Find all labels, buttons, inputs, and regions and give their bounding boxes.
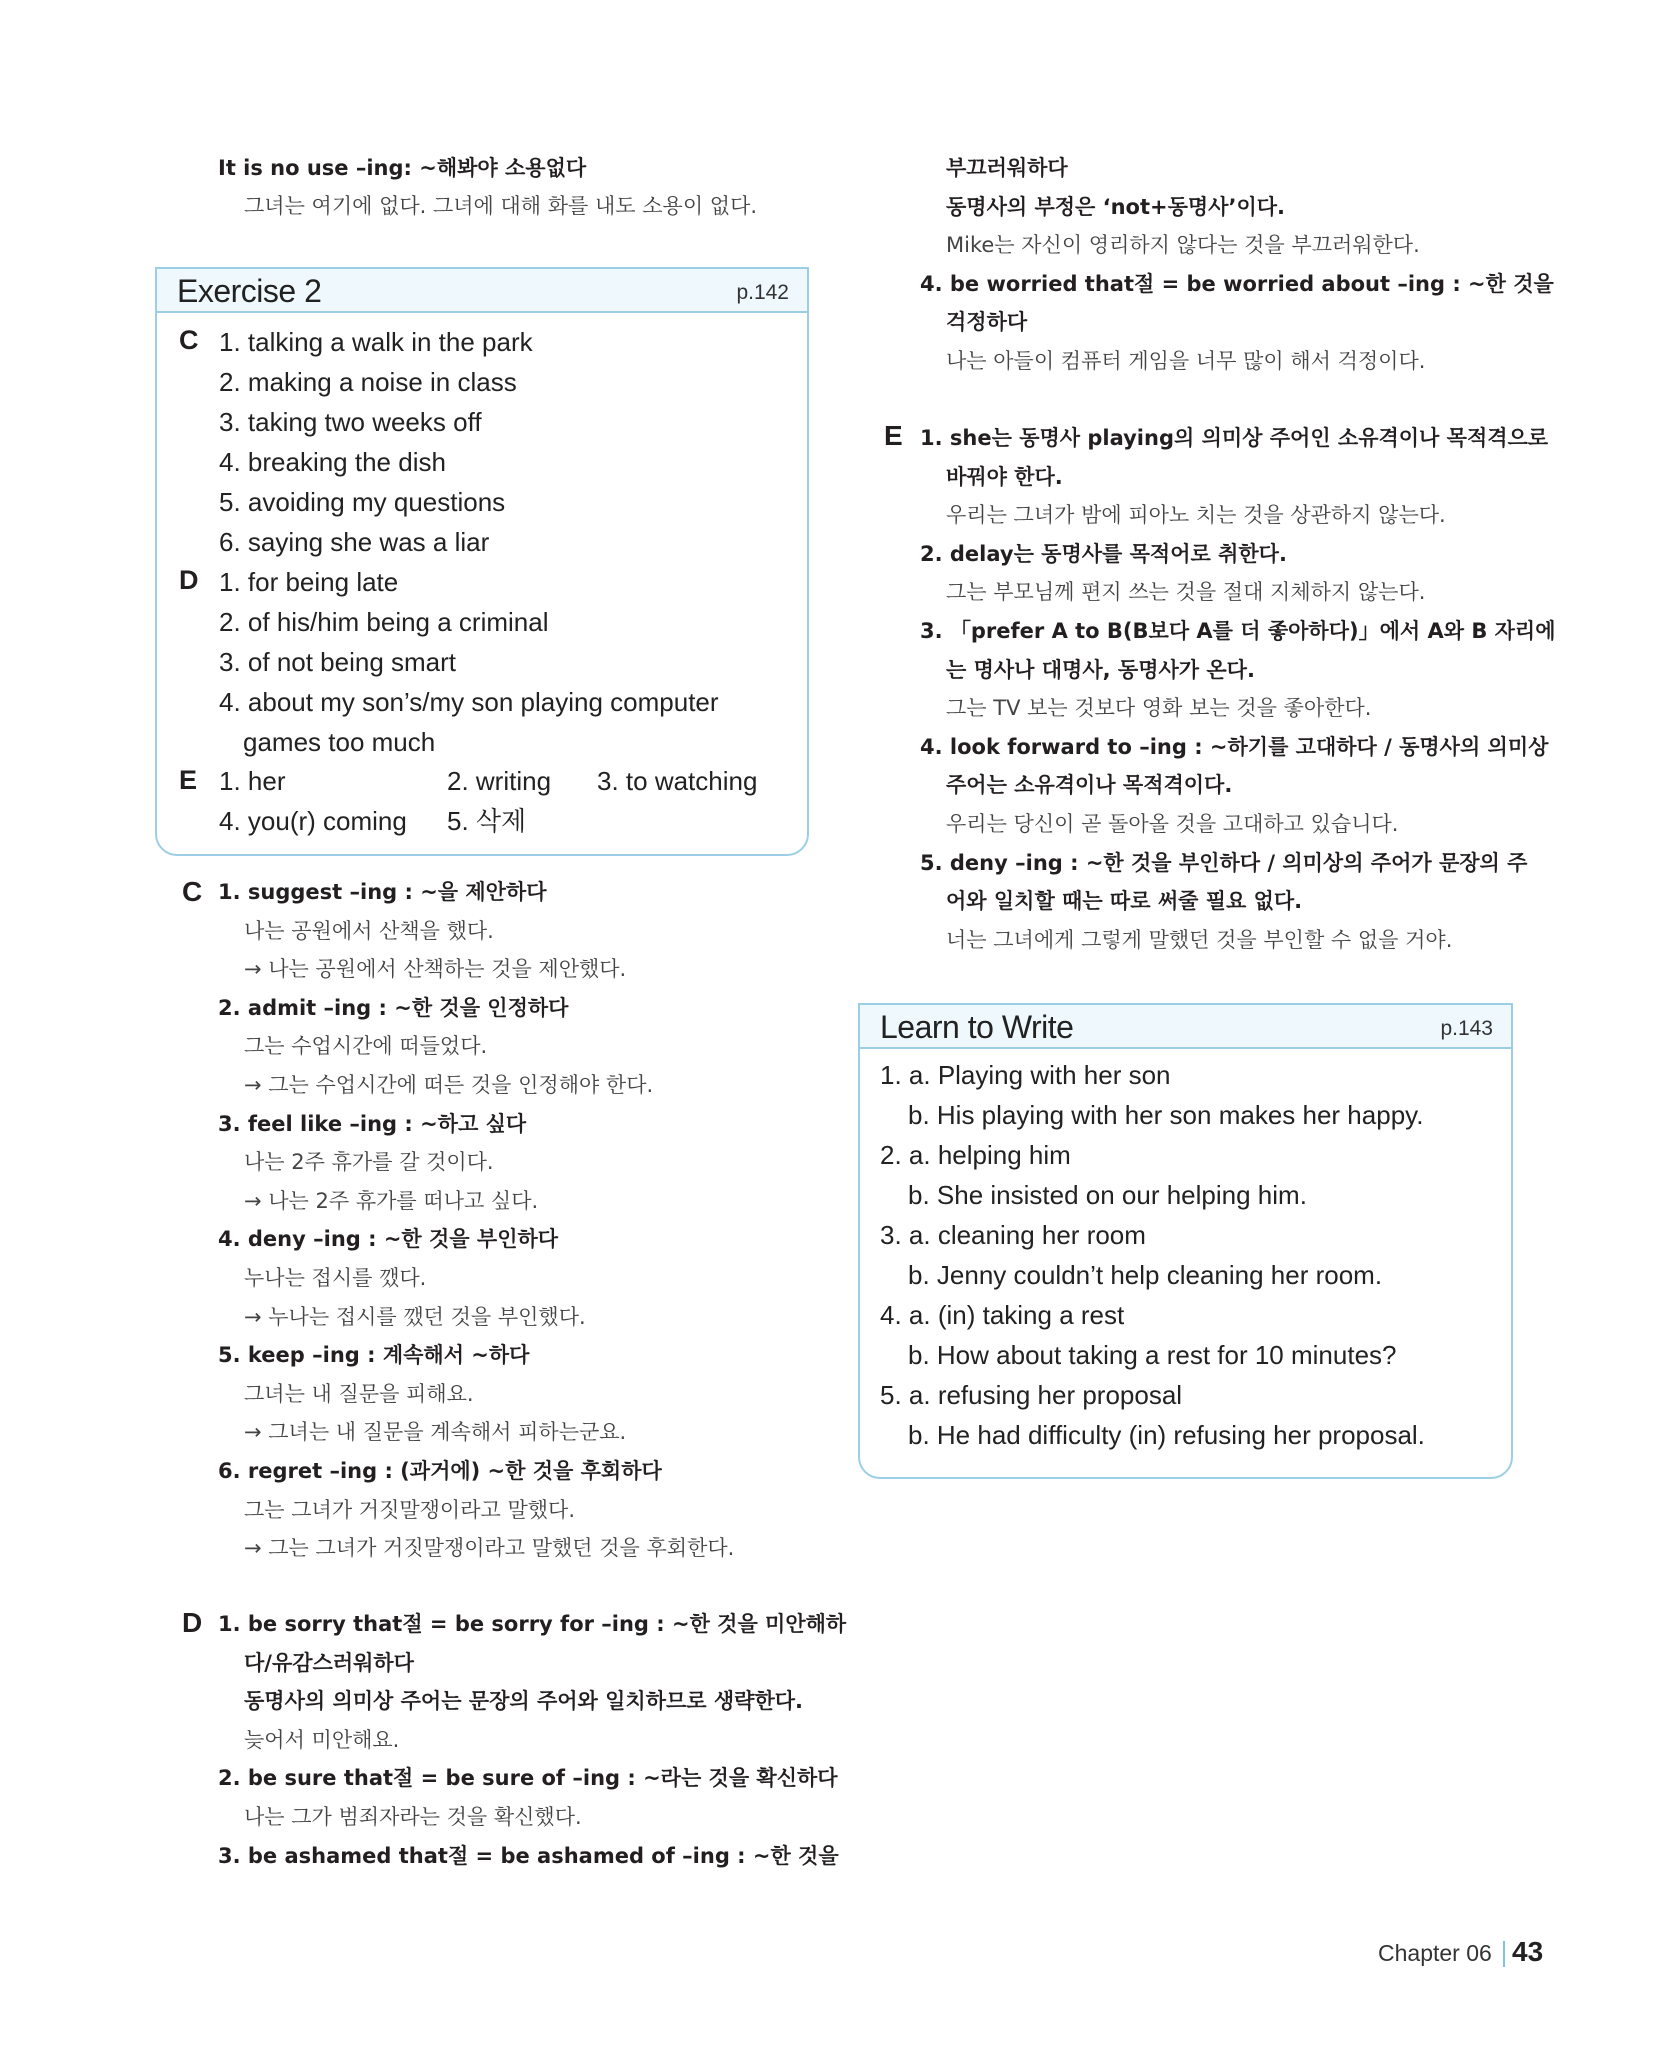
section-c-line: 1. suggest –ing : ~을 제안하다 (218, 880, 547, 904)
section-c-line: 그녀는 내 질문을 피해요. (244, 1381, 474, 1406)
learn-to-write-item: b. How about taking a rest for 10 minutes? (908, 1340, 1397, 1370)
rule-8-example: 그녀는 여기에 없다. 그녀에 대해 화를 내도 소용이 없다. (244, 194, 758, 218)
exercise2-c-item: 1. talking a walk in the park (219, 327, 533, 357)
right-top-line: Mike는 자신이 영리하지 않다는 것을 부끄러워한다. (946, 233, 1420, 258)
exercise2-title-bar (157, 269, 807, 313)
section-d-line: 3. be ashamed that절 = be ashamed of –ing : ~한 것을 (218, 1843, 839, 1868)
exercise2-page-ref: p.142 (736, 281, 789, 304)
section-e-line: 2. delay는 동명사를 목적어로 취한다. (920, 541, 1287, 566)
section-d-line: 동명사의 의미상 주어는 문장의 주어와 일치하므로 생략한다. (244, 1689, 803, 1714)
section-c-line: 나는 2주 휴가를 갈 것이다. (244, 1150, 494, 1175)
right-top-line: 동명사의 부정은 ‘not+동명사’이다. (946, 194, 1285, 219)
exercise2-c-item: 4. breaking the dish (219, 447, 446, 477)
learn-to-write-item: b. Jenny couldn’t help cleaning her room. (908, 1260, 1383, 1290)
exercise2-title: Exercise 2 (177, 273, 322, 309)
section-d-line: 나는 그가 범죄자라는 것을 확신했다. (244, 1805, 582, 1829)
section-c-line: 그는 수업시간에 떠들었다. (244, 1034, 488, 1059)
section-e-line: 너는 그녀에게 그렇게 말했던 것을 부인할 수 없을 거야. (946, 927, 1453, 952)
learn-to-write-item: 3. a. cleaning her room (880, 1220, 1146, 1250)
exercise2-box (155, 267, 809, 856)
section-d-line: 2. be sure that절 = be sure of –ing : ~라는 것을 확신하다 (218, 1766, 838, 1791)
section-c-line: → 그녀는 내 질문을 계속해서 피하는군요. (244, 1420, 627, 1445)
section-c-line: 3. feel like –ing : ~하고 싶다 (218, 1111, 527, 1136)
right-top-line: 부끄러워하다 (946, 156, 1068, 180)
section-d-letter: D (182, 1607, 203, 1638)
section-e-line: 주어는 소유격이나 목적격이다. (946, 773, 1233, 798)
section-e-line: 1. she는 동명사 playing의 의미상 주어인 소유격이나 목적격으로 (920, 426, 1549, 450)
learn-to-write-box (858, 1003, 1513, 1479)
section-e-line: 우리는 당신이 곧 돌아올 것을 고대하고 있습니다. (946, 812, 1399, 836)
exercise2-c-item: 6. saying she was a liar (219, 527, 490, 557)
section-c-line: → 나는 공원에서 산책하는 것을 제안했다. (244, 957, 627, 982)
right-top-line: 4. be worried that절 = be worried about –ing : ~한 것을 (920, 271, 1554, 296)
section-e-line: 5. deny –ing : ~한 것을 부인하다 / 의미상의 주어가 문장의 주 (920, 850, 1528, 875)
section-e-line: 어와 일치할 때는 따로 써줄 필요 없다. (946, 889, 1303, 914)
learn-to-write-item: b. She insisted on our helping him. (908, 1180, 1307, 1210)
section-c-line: 4. deny –ing : ~한 것을 부인하다 (218, 1227, 559, 1252)
exercise2-letter-c: C (179, 325, 199, 355)
exercise2-c-item: 3. taking two weeks off (219, 407, 482, 437)
section-c-line: → 그는 그녀가 거짓말쟁이라고 말했던 것을 후회한다. (244, 1536, 735, 1561)
section-d-line: 다/유감스러워하다 (244, 1650, 414, 1675)
section-d-line: 1. be sorry that절 = be sorry for –ing : ~한 것을 미안해하 (218, 1612, 847, 1636)
learn-to-write-item: b. His playing with her son makes her happy. (908, 1100, 1424, 1130)
section-c-line: 나는 공원에서 산책을 했다. (244, 918, 494, 943)
section-c-line: → 나는 2주 휴가를 떠나고 싶다. (244, 1188, 539, 1213)
learn-to-write-page-ref: p.143 (1440, 1017, 1493, 1040)
exercise2-c-item: 2. making a noise in class (219, 367, 517, 397)
section-e-line: 는 명사나 대명사, 동명사가 온다. (946, 657, 1255, 682)
section-e-line: 우리는 그녀가 밤에 피아노 치는 것을 상관하지 않는다. (946, 503, 1446, 528)
section-c-line: 누나는 접시를 깼다. (244, 1266, 427, 1290)
section-e-line: 그는 TV 보는 것보다 영화 보는 것을 좋아한다. (946, 696, 1372, 721)
learn-to-write-item: 4. a. (in) taking a rest (880, 1300, 1125, 1330)
exercise2-e-item: 5. 삭제 (447, 806, 527, 836)
section-e-line: 바꿔야 한다. (946, 464, 1063, 489)
rule-8: It is no use –ing: ~해봐야 소용없다 (218, 156, 587, 180)
exercise2-e-item: 1. her (219, 766, 286, 796)
footer-divider (1503, 1941, 1505, 1967)
exercise2-d-item: 4. about my son’s/my son playing computer (219, 687, 719, 717)
learn-to-write-title-bar (860, 1005, 1511, 1049)
exercise2-d-item: 1. for being late (219, 567, 399, 597)
section-c-line: → 그는 수업시간에 떠든 것을 인정해야 한다. (244, 1073, 654, 1097)
exercise2-e-item: 2. writing (447, 766, 552, 796)
learn-to-write-item: b. He had difficulty (in) refusing her proposal. (908, 1420, 1425, 1450)
section-e-line: 그는 부모님께 편지 쓰는 것을 절대 지체하지 않는다. (946, 580, 1426, 605)
section-e-letter: E (884, 420, 903, 451)
footer-chapter: Chapter 06 (1378, 1940, 1492, 1966)
section-c-line: 2. admit –ing : ~한 것을 인정하다 (218, 995, 569, 1020)
exercise2-d-item: 2. of his/him being a criminal (219, 607, 549, 637)
section-e-line: 4. look forward to –ing : ~하기를 고대하다 / 동명사의 의미상 (920, 734, 1549, 759)
section-e-line: 3. 「prefer A to B(B보다 A를 더 좋아하다)」에서 A와 B 자리에 (920, 619, 1556, 643)
section-c-line: 6. regret –ing : (과거에) ~한 것을 후회하다 (218, 1459, 662, 1483)
exercise2-d-item: 3. of not being smart (219, 647, 457, 677)
section-d-line: 늦어서 미안해요. (244, 1727, 400, 1752)
exercise2-e-item: 3. to watching (597, 766, 758, 796)
right-top-line: 걱정하다 (946, 310, 1028, 335)
exercise2-letter-e: E (179, 765, 198, 795)
section-c-letter: C (182, 876, 203, 907)
learn-to-write-item: 2. a. helping him (880, 1140, 1071, 1170)
learn-to-write-title: Learn to Write (880, 1009, 1074, 1045)
exercise2-c-item: 5. avoiding my questions (219, 487, 506, 517)
exercise2-d-item: games too much (243, 727, 436, 757)
section-c-line: 5. keep –ing : 계속해서 ~하다 (218, 1343, 530, 1368)
learn-to-write-item: 1. a. Playing with her son (880, 1060, 1171, 1090)
right-top-line: 나는 아들이 컴퓨터 게임을 너무 많이 해서 걱정이다. (946, 349, 1426, 373)
exercise2-e-item: 4. you(r) coming (219, 806, 407, 836)
exercise2-letter-d: D (179, 565, 199, 595)
section-c-line: → 누나는 접시를 깼던 것을 부인했다. (244, 1304, 586, 1329)
learn-to-write-item: 5. a. refusing her proposal (880, 1380, 1183, 1410)
section-c-line: 그는 그녀가 거짓말쟁이라고 말했다. (244, 1497, 575, 1522)
footer-page-number: 43 (1512, 1936, 1544, 1967)
